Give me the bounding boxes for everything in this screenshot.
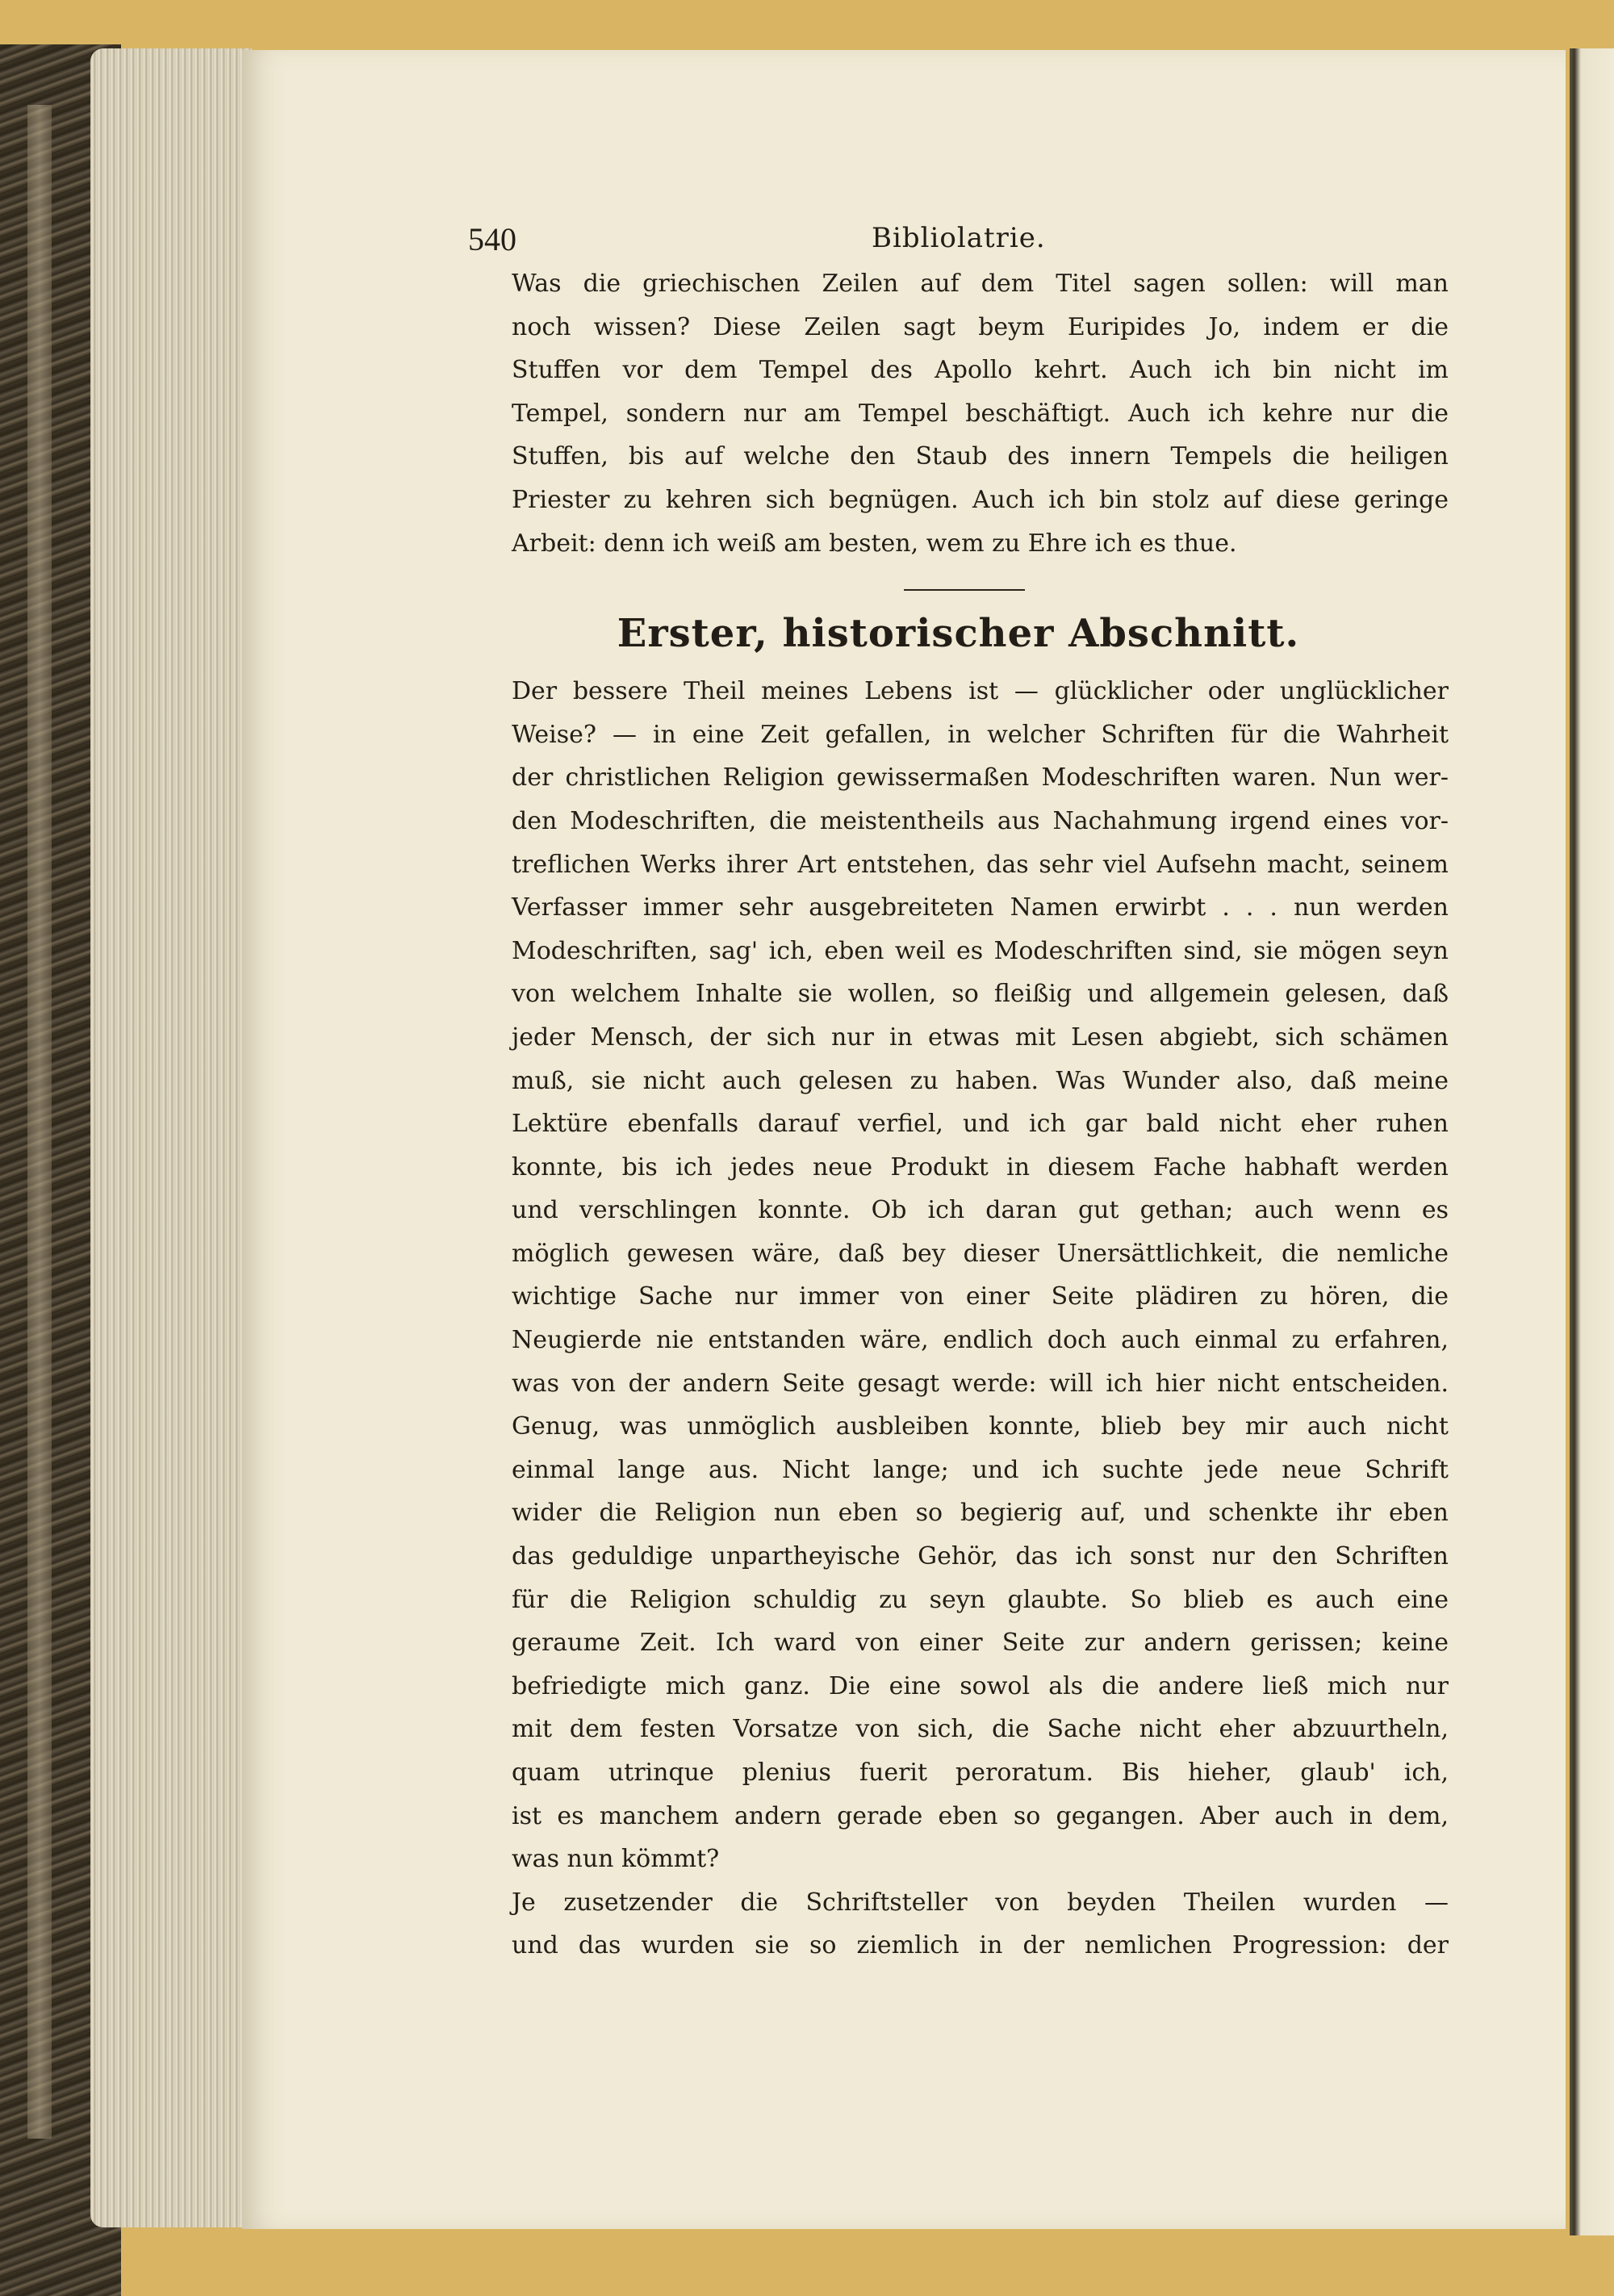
text-line: was nun kömmt? [512, 1845, 720, 1874]
text-line: und das wurden sie so ziemlich in der nemlichen Progression: der [512, 1931, 1449, 1960]
text-line: ist es manchem andern gerade eben so gegangen. Aber auch in dem, [512, 1801, 1449, 1830]
text-line: Je zusetzender die Schriftsteller von beyden Theilen wurden — [512, 1888, 1449, 1917]
page-edges [90, 48, 252, 2227]
text-line: Stuffen, bis auf welche den Staub des innern Tempels die heiligen [512, 442, 1449, 471]
text-line: treflichen Werks ihrer Art entstehen, das sehr viel Aufsehn macht, seinem [512, 850, 1449, 879]
motto-paragraph [468, 262, 1449, 565]
text-line: das geduldige unpartheyische Gehör, das ich sonst nur den Schriften [512, 1542, 1449, 1571]
text-line: und verschlingen konnte. Ob ich daran gut gethan; auch wenn es [512, 1196, 1449, 1225]
page-content [468, 206, 1449, 1968]
text-line: Modeschriften, sag' ich, eben weil es Modeschriften sind, sie mögen seyn [512, 936, 1449, 965]
text-line: Genug, was unmöglich ausbleiben konnte, blieb bey mir auch nicht [512, 1412, 1449, 1441]
text-line: Der bessere Theil meines Lebens ist — glücklicher oder unglücklicher [512, 677, 1449, 706]
text-line: mit dem festen Vorsatze von sich, die Sache nicht eher abzuurtheln, [512, 1715, 1449, 1744]
text-line: einmal lange aus. Nicht lange; und ich suchte jede neue Schrift [512, 1455, 1449, 1484]
binding-highlight [27, 105, 52, 2139]
text-line: Verfasser immer sehr ausgebreiteten Namen erwirbt . . . nun werden [512, 893, 1449, 922]
text-line: muß, sie nicht auch gelesen zu haben. Was Wunder also, daß meine [512, 1066, 1449, 1095]
text-line: Lektüre ebenfalls darauf verfiel, und ich gar bald nicht eher ruhen [512, 1110, 1449, 1139]
text-line: was von der andern Seite gesagt werde: will ich hier nicht entscheiden. [512, 1369, 1449, 1398]
text-line: wichtige Sache nur immer von einer Seite plädiren zu hören, die [512, 1282, 1449, 1311]
running-head [468, 206, 1449, 262]
section-heading: Erster, historischer Abschnitt. [617, 611, 1300, 657]
body-paragraph [468, 670, 1449, 1881]
text-line: Arbeit: denn ich weiß am besten, wem zu Ehre ich es thue. [512, 529, 1237, 558]
text-line: noch wissen? Diese Zeilen sagt beym Euripides Jo, indem er die [512, 312, 1449, 341]
text-line: den Modeschriften, die meistentheils aus Nachahmung irgend eines vor- [512, 806, 1449, 835]
text-line: konnte, bis ich jedes neue Produkt in diesem Fache habhaft werden [512, 1152, 1449, 1181]
text-line: Tempel, sondern nur am Tempel beschäftigt. Auch ich kehre nur die [512, 399, 1449, 428]
body-paragraph [468, 1881, 1449, 1968]
text-line: Neugierde nie entstanden wäre, endlich doch auch einmal zu erfahren, [512, 1326, 1449, 1355]
text-line: befriedigte mich ganz. Die eine sowol als die andere ließ mich nur [512, 1671, 1449, 1700]
running-title: Bibliolatrie. [872, 222, 1046, 254]
page-number: 540 [468, 221, 516, 257]
text-line: jeder Mensch, der sich nur in etwas mit Lesen abgiebt, sich schämen [512, 1023, 1449, 1052]
text-line: von welchem Inhalte sie wollen, so fleißig und allgemein gelesen, daß [512, 980, 1449, 1009]
text-line: quam utrinque plenius fuerit peroratum. Bis hieher, glaub' ich, [512, 1759, 1449, 1787]
text-line: möglich gewesen wäre, daß bey dieser Unersättlichkeit, die nemliche [512, 1239, 1449, 1268]
text-line: geraume Zeit. Ich ward von einer Seite zur andern gerissen; keine [512, 1629, 1449, 1658]
text-line: Stuffen vor dem Tempel des Apollo kehrt. Auch ich bin nicht im [512, 356, 1449, 385]
text-line: Priester zu kehren sich begnügen. Auch ich bin stolz auf diese geringe [512, 485, 1449, 514]
facing-page-edge [1570, 48, 1614, 2235]
text-line: wider die Religion nun eben so begierig auf, und schenkte ihr eben [512, 1499, 1449, 1528]
text-line: für die Religion schuldig zu seyn glaubte. So blieb es auch eine [512, 1585, 1449, 1614]
text-line: der christlichen Religion gewissermaßen Modeschriften waren. Nun wer- [512, 763, 1449, 793]
text-line: Was die griechischen Zeilen auf dem Titel sagen sollen: will man [512, 270, 1449, 298]
section-divider [904, 589, 1025, 591]
text-line: Weise? — in eine Zeit gefallen, in welcher Schriften für die Wahrheit [512, 720, 1449, 749]
